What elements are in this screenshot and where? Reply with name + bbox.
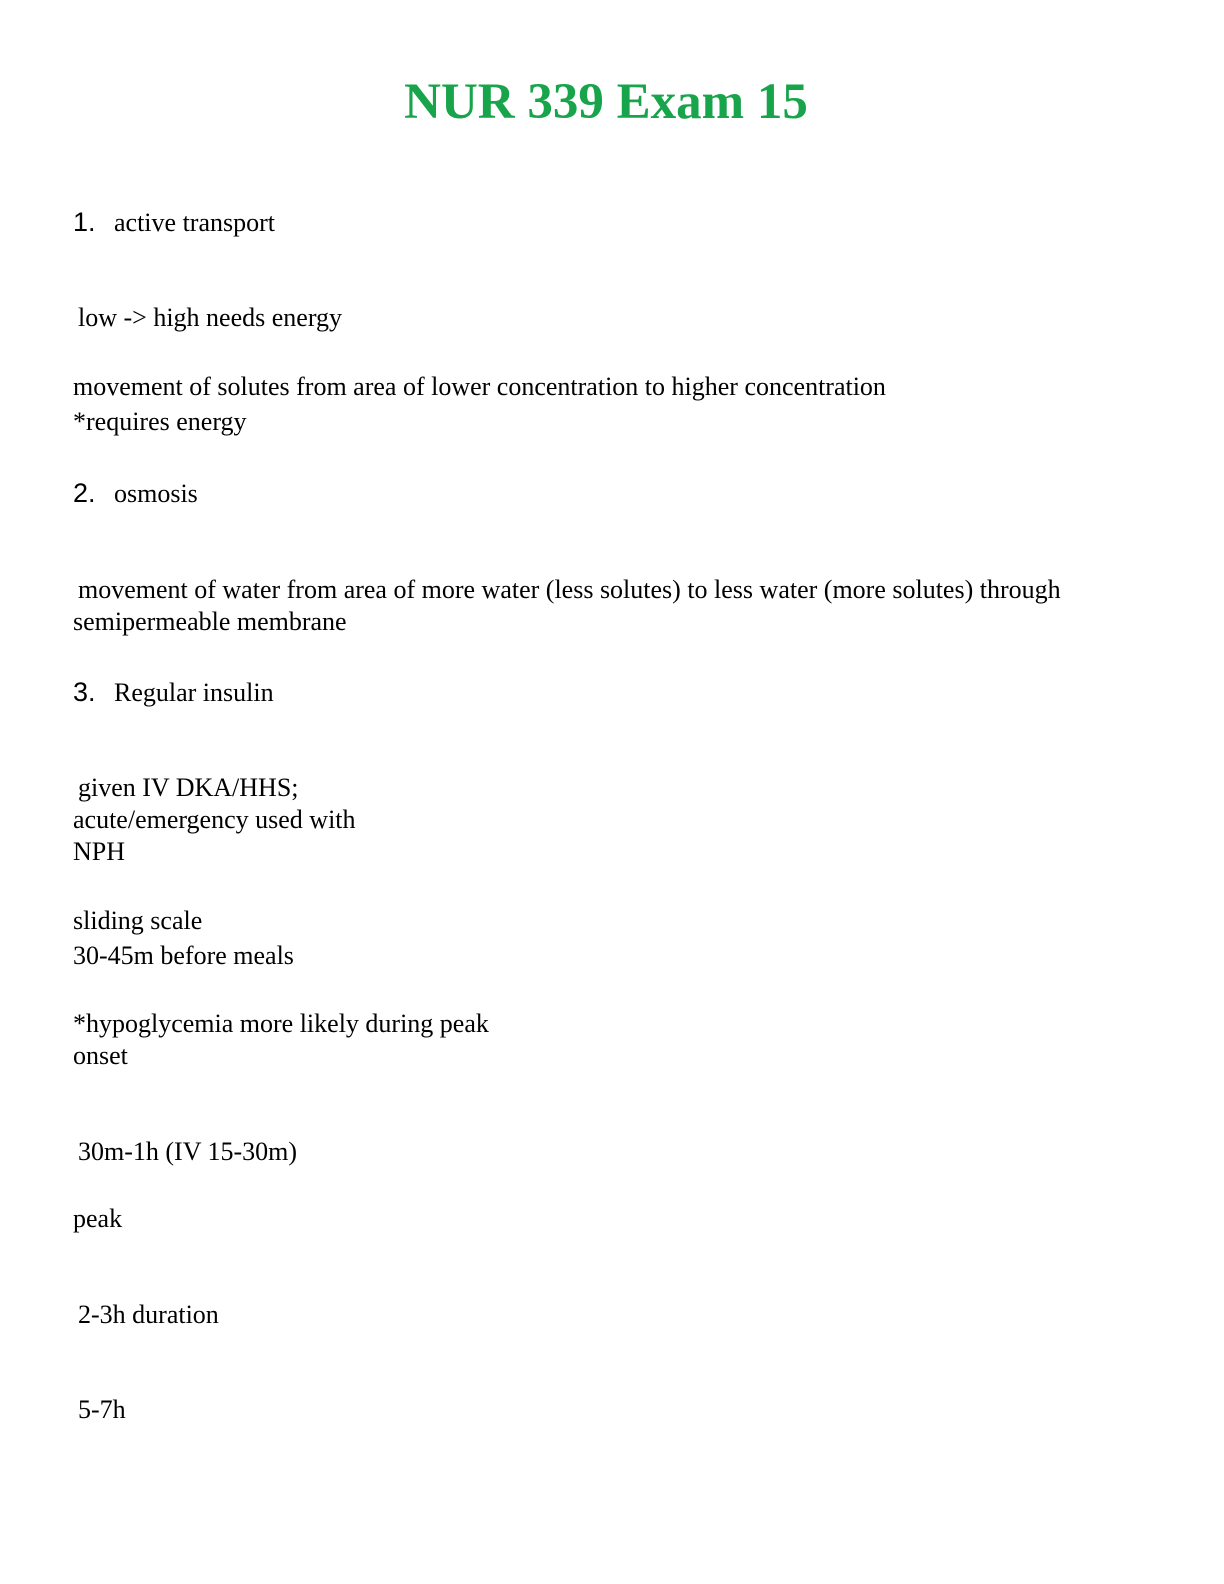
answer-line: *hypoglycemia more likely during peak	[73, 1009, 489, 1038]
answer-line: movement of water from area of more water (less solutes) to less water (more solutes) through	[78, 575, 1061, 604]
question-term-1: active transport	[114, 208, 275, 237]
answer-line: sliding scale	[73, 906, 203, 935]
answer-line: *requires energy	[73, 407, 247, 436]
question-number-3: 3.	[73, 677, 96, 707]
question-term-2: osmosis	[114, 479, 198, 508]
answer-line: acute/emergency used with	[73, 805, 356, 834]
answer-line: 2-3h duration	[78, 1300, 219, 1329]
answer-line: onset	[73, 1041, 128, 1070]
answer-line: 30m-1h (IV 15-30m)	[78, 1137, 298, 1166]
answer-line: NPH	[73, 837, 126, 866]
question-number-1: 1.	[73, 207, 96, 237]
answer-line: movement of solutes from area of lower concentration to higher concentration	[73, 372, 886, 401]
answer-line: 5-7h	[78, 1395, 126, 1424]
question-term-3: Regular insulin	[114, 678, 274, 707]
answer-line: semipermeable membrane	[73, 607, 347, 636]
answer-line: 30-45m before meals	[73, 941, 294, 970]
answer-line: given IV DKA/HHS;	[78, 773, 299, 802]
answer-line: low -> high needs energy	[78, 303, 343, 332]
answer-line: peak	[73, 1204, 123, 1233]
question-number-2: 2.	[73, 478, 96, 508]
page-title: NUR 339 Exam 15	[404, 74, 808, 130]
